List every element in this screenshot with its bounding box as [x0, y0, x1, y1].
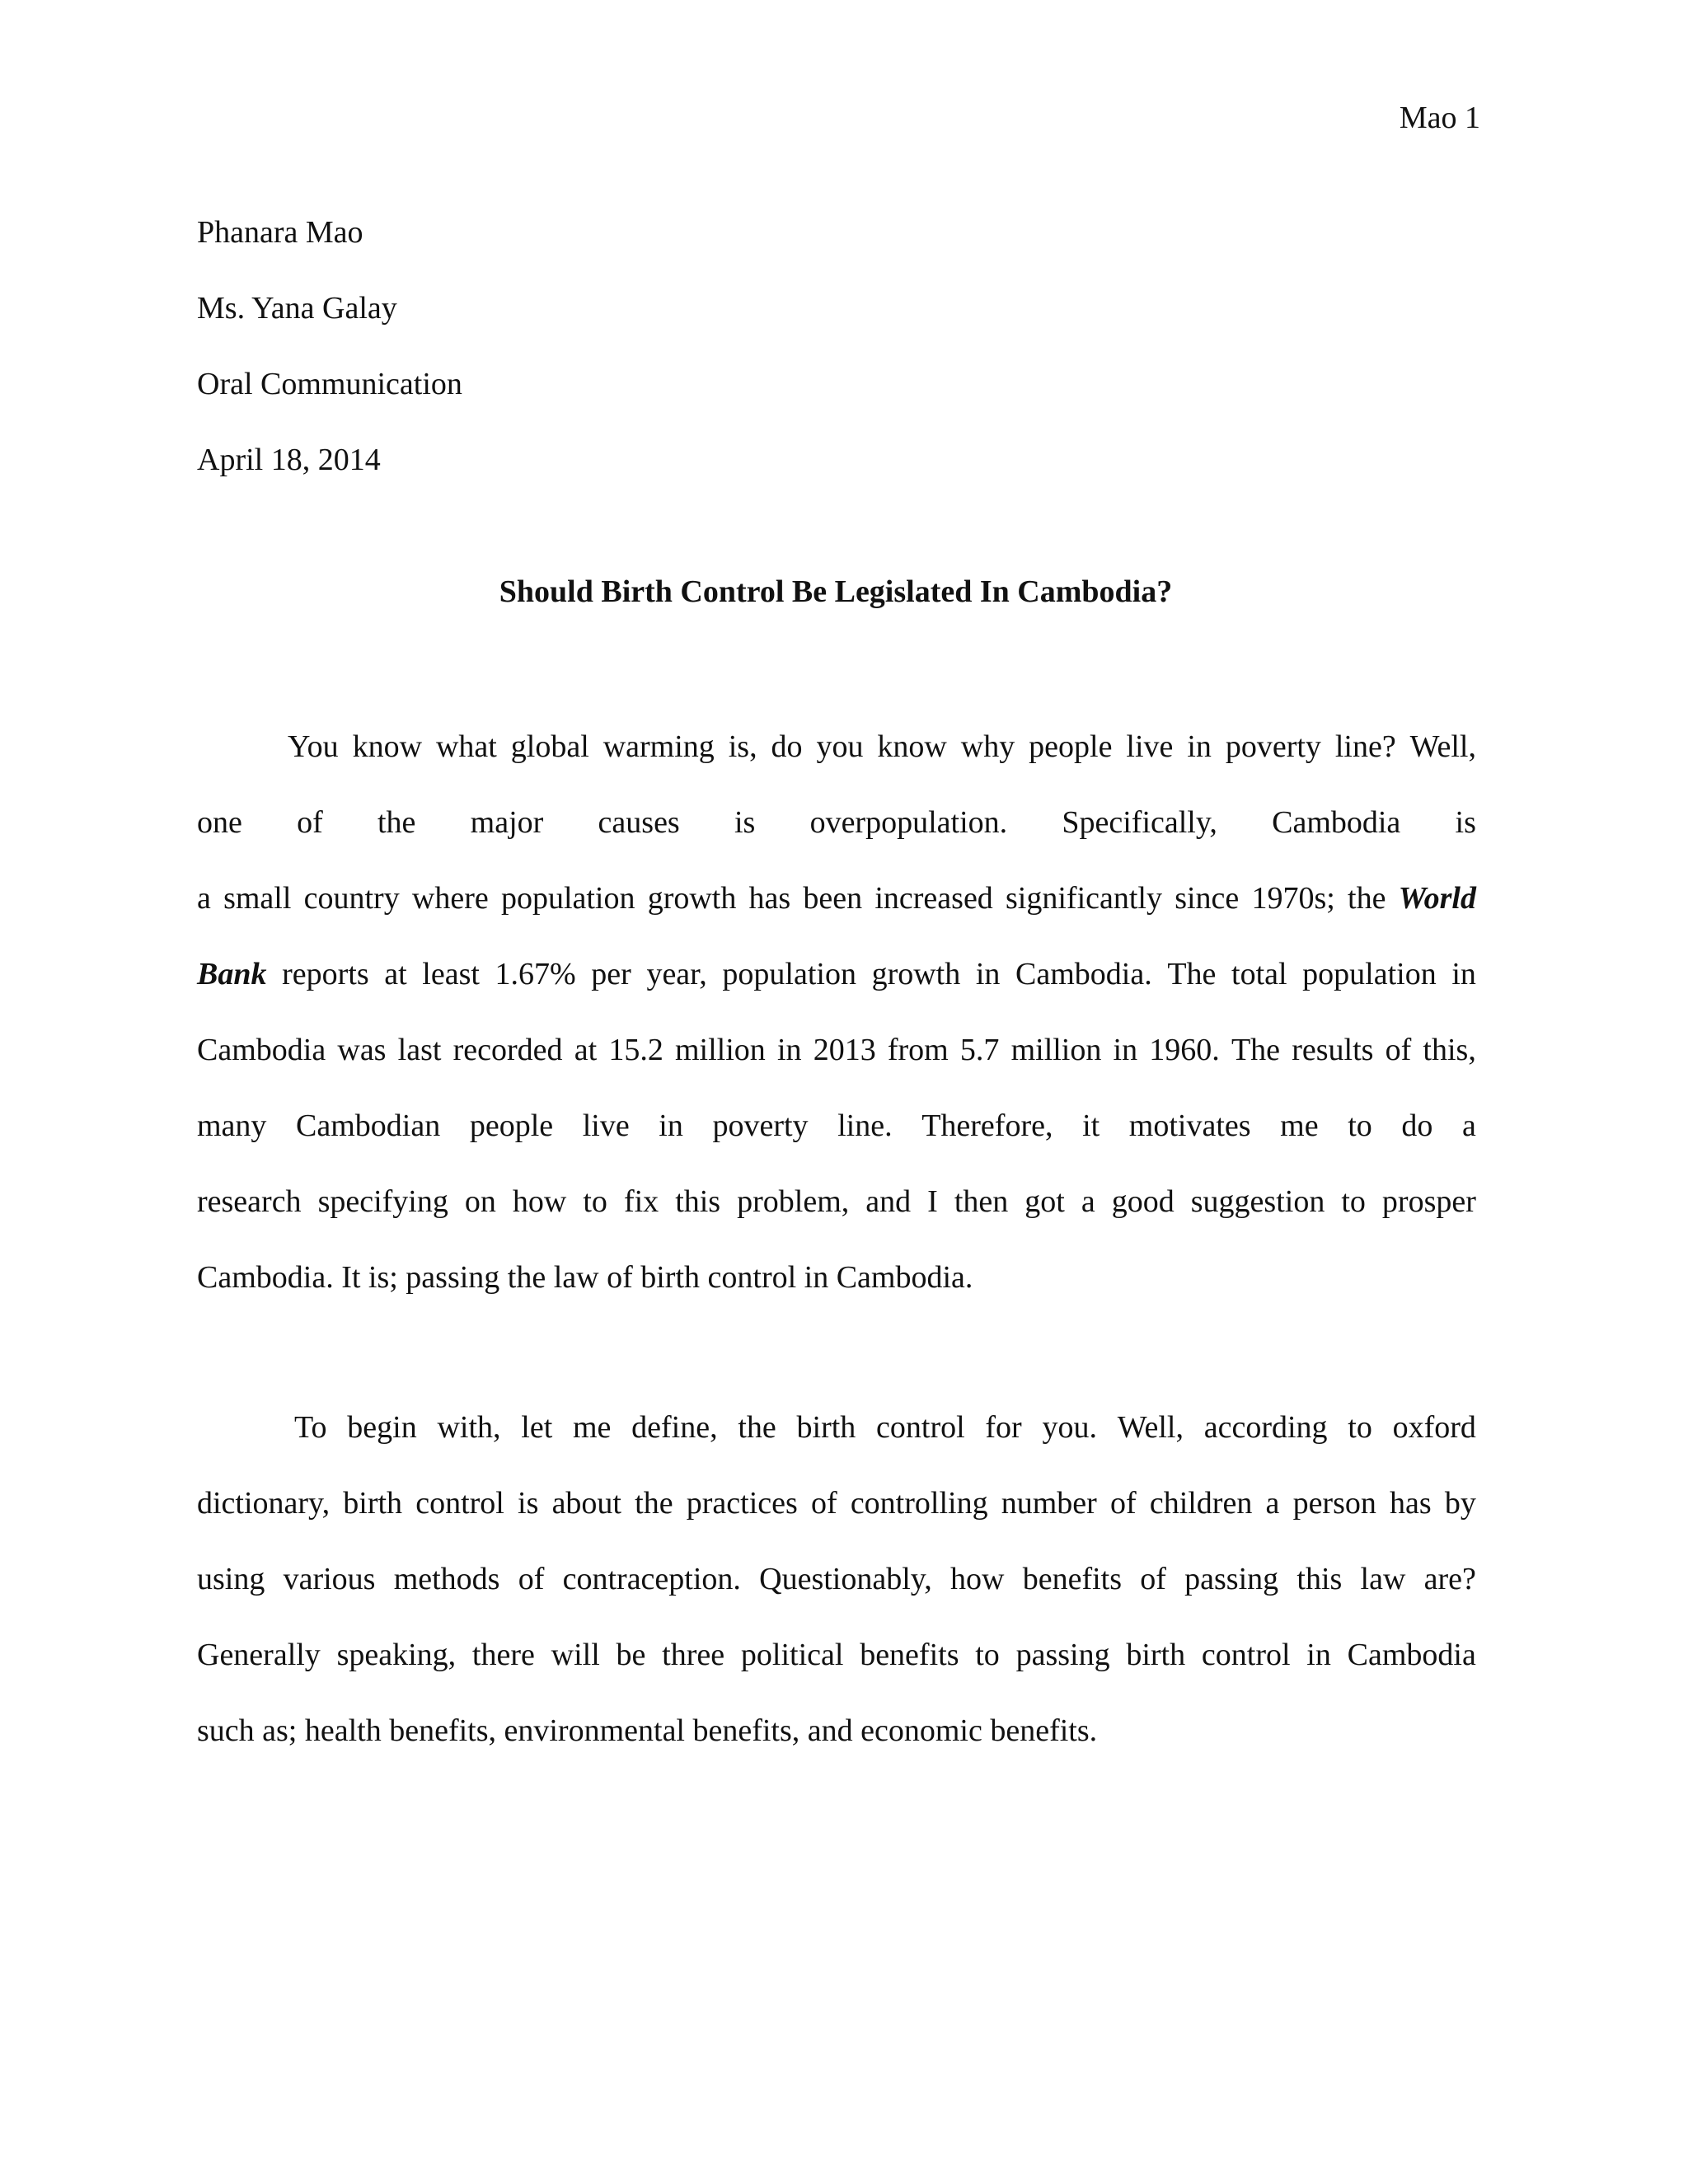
justified-word: how [512, 1184, 567, 1219]
justified-word: in [1113, 1033, 1138, 1067]
justified-word: global [510, 729, 589, 764]
justified-word: the [1348, 881, 1386, 916]
justified-word: how [950, 1562, 1005, 1596]
justified-word: causes [598, 805, 680, 840]
justified-word: Well, [1117, 1410, 1184, 1445]
justified-word: me [1280, 1108, 1319, 1143]
text-line [197, 936, 1476, 1012]
justified-word: been [803, 881, 863, 916]
justified-word: practices [686, 1486, 798, 1521]
justified-word: of [1110, 1486, 1137, 1521]
justified-word: person [1292, 1486, 1376, 1521]
justified-word: Therefore, [921, 1108, 1053, 1143]
justified-word: is [1455, 805, 1476, 840]
justified-word: methods [393, 1562, 500, 1596]
justified-word: birth [1126, 1638, 1186, 1672]
justified-word: controlling [850, 1486, 988, 1521]
justified-word: growth [647, 881, 737, 916]
text-line [197, 1465, 1476, 1541]
justified-word: line? [1334, 729, 1396, 764]
justified-word: of [518, 1562, 545, 1596]
justified-word: To [294, 1410, 327, 1445]
justified-word: of [297, 805, 323, 840]
justified-word: one [197, 805, 242, 840]
text-line [197, 1390, 1476, 1465]
justified-word: Questionably, [759, 1562, 932, 1596]
justified-word: people [469, 1108, 554, 1143]
justified-word: you [816, 729, 864, 764]
justified-word: the [377, 805, 416, 840]
emphasis-world: World [1398, 881, 1476, 916]
justified-word: live [582, 1108, 630, 1143]
justified-word: define, [631, 1410, 718, 1445]
justified-word: do [1401, 1108, 1433, 1143]
justified-word: according [1203, 1410, 1328, 1445]
text-line [197, 1541, 1476, 1617]
justified-word: Specifically, [1062, 805, 1217, 840]
justified-word: line. [837, 1108, 893, 1143]
course-name: Oral Communication [197, 367, 462, 401]
justified-word: contraception. [562, 1562, 741, 1596]
justified-word: increased [874, 881, 993, 916]
justified-word: political [740, 1638, 844, 1672]
document-date: April 18, 2014 [197, 443, 381, 477]
text-line [197, 785, 1476, 860]
justified-word: 1960. [1149, 1033, 1220, 1067]
justified-word: in [1187, 729, 1212, 764]
justified-word: let [521, 1410, 553, 1445]
paragraph-definition [197, 1390, 1476, 1769]
page-header: Mao 1 [1399, 101, 1480, 135]
justified-word: year, [646, 957, 707, 991]
justified-word: number [1001, 1486, 1097, 1521]
justified-word: a [197, 881, 211, 916]
justified-word: at [574, 1033, 598, 1067]
justified-word: to [1341, 1184, 1366, 1219]
justified-word: at [384, 957, 407, 991]
justified-word: research [197, 1184, 302, 1219]
justified-word: problem, [737, 1184, 850, 1219]
justified-word: 2013 [813, 1033, 876, 1067]
justified-word: control [1201, 1638, 1291, 1672]
justified-word: is [518, 1486, 539, 1521]
justified-word: benefits [860, 1638, 959, 1672]
justified-word: in [975, 957, 1001, 991]
justified-word: suggestion [1190, 1184, 1325, 1219]
text-line-last: Cambodia. It is; passing the law of birth control in Cambodia. [197, 1260, 973, 1295]
paragraph-introduction [197, 709, 1476, 1315]
justified-word: speaking, [336, 1638, 457, 1672]
justified-word: small [223, 881, 292, 916]
justified-word: 1970s; [1251, 881, 1335, 916]
justified-word: specifying [317, 1184, 448, 1219]
justified-word: in [1451, 957, 1476, 991]
justified-word: population [722, 957, 856, 991]
justified-word: recorded [452, 1033, 563, 1067]
justified-word: 5.7 [959, 1033, 1000, 1067]
justified-word: got [1025, 1184, 1065, 1219]
justified-word: last [397, 1033, 442, 1067]
justified-word: in [1306, 1638, 1331, 1672]
justified-word: growth [871, 957, 961, 991]
justified-word: good [1111, 1184, 1175, 1219]
justified-word: million [1010, 1033, 1102, 1067]
justified-word: million [674, 1033, 766, 1067]
mla-heading-block [197, 194, 1475, 498]
justified-word: control [876, 1410, 965, 1445]
justified-word: Cambodia [1347, 1638, 1476, 1672]
text-line [197, 860, 1476, 936]
justified-word: population [1302, 957, 1437, 991]
text-line [197, 709, 1476, 785]
justified-word: for [985, 1410, 1022, 1445]
justified-word: to [1348, 1410, 1372, 1445]
justified-word: it [1082, 1108, 1100, 1143]
justified-word: results [1292, 1033, 1374, 1067]
justified-word: this [675, 1184, 721, 1219]
justified-word: be [616, 1638, 646, 1672]
justified-word: about [551, 1486, 621, 1521]
justified-word: benefits [1022, 1562, 1123, 1596]
instructor-name: Ms. Yana Galay [197, 291, 397, 326]
justified-word: a [1265, 1486, 1280, 1521]
justified-word: me [572, 1410, 612, 1445]
justified-word: why [960, 729, 1015, 764]
justified-word: country [303, 881, 400, 916]
justified-word: law [1360, 1562, 1406, 1596]
justified-word: is [734, 805, 756, 840]
justified-word: and [865, 1184, 912, 1219]
justified-word: this, [1423, 1033, 1476, 1067]
justified-word: the [635, 1486, 673, 1521]
justified-word: what [435, 729, 497, 764]
justified-word: of [1385, 1033, 1412, 1067]
justified-word: begin [347, 1410, 417, 1445]
justified-word: with, [437, 1410, 501, 1445]
justified-word: population [500, 881, 635, 916]
justified-word: reports [282, 957, 369, 991]
justified-word: overpopulation. [809, 805, 1008, 840]
justified-word: Well, [1409, 729, 1476, 764]
justified-word: from [887, 1033, 949, 1067]
justified-word: three [662, 1638, 725, 1672]
justified-word: are? [1423, 1562, 1476, 1596]
justified-word: The [1231, 1033, 1281, 1067]
author-name: Phanara Mao [197, 215, 363, 250]
justified-word: using [197, 1562, 265, 1596]
justified-word: oxford [1392, 1410, 1476, 1445]
justified-word: has [748, 881, 791, 916]
justified-word: birth [796, 1410, 856, 1445]
justified-word: do [771, 729, 803, 764]
justified-word: per [591, 957, 631, 991]
justified-word: Cambodia [1272, 805, 1401, 840]
text-line [197, 1088, 1476, 1164]
justified-word: many [197, 1108, 267, 1143]
justified-word: on [464, 1184, 496, 1219]
justified-word: people [1029, 729, 1113, 764]
justified-word: then [954, 1184, 1009, 1219]
justified-word: You [288, 729, 339, 764]
justified-word: of [810, 1486, 837, 1521]
justified-word: children [1149, 1486, 1253, 1521]
justified-word: 1.67% [495, 957, 576, 991]
justified-word: live [1126, 729, 1174, 764]
justified-word: of [1140, 1562, 1166, 1596]
justified-word: various [283, 1562, 376, 1596]
justified-word: prosper [1381, 1184, 1476, 1219]
document-title: Should Birth Control Be Legislated In Cambodia? [499, 574, 1173, 609]
justified-word: least [422, 957, 480, 991]
justified-word: passing [1015, 1638, 1110, 1672]
justified-word: Cambodia [197, 1033, 326, 1067]
emphasis-bank: Bank [197, 957, 267, 991]
justified-word: control [415, 1486, 504, 1521]
justified-word: where [411, 881, 489, 916]
justified-word: since [1175, 881, 1240, 916]
justified-word: poverty [712, 1108, 809, 1143]
justified-word: warming [603, 729, 715, 764]
justified-word: in [659, 1108, 683, 1143]
justified-word: the [738, 1410, 776, 1445]
justified-word: passing [1184, 1562, 1279, 1596]
justified-word: was [337, 1033, 387, 1067]
justified-word: this [1296, 1562, 1343, 1596]
justified-word: know [877, 729, 947, 764]
justified-word: has [1390, 1486, 1432, 1521]
justified-word: Generally [197, 1638, 321, 1672]
justified-word: major [470, 805, 544, 840]
justified-word: is, [728, 729, 757, 764]
justified-word: you. [1042, 1410, 1097, 1445]
justified-word: a [1461, 1108, 1476, 1143]
justified-word: to [1348, 1108, 1372, 1143]
justified-word: to [975, 1638, 1000, 1672]
justified-word: fix [623, 1184, 659, 1219]
text-line-last: such as; health benefits, environmental benefits, and economic benefits. [197, 1713, 1098, 1748]
justified-word: poverty [1225, 729, 1321, 764]
justified-word: by [1444, 1486, 1476, 1521]
justified-word: in [776, 1033, 802, 1067]
justified-word: know [352, 729, 423, 764]
justified-word: Cambodia. [1015, 957, 1152, 991]
text-line [197, 1164, 1476, 1240]
text-line [197, 1617, 1476, 1693]
justified-word: birth [343, 1486, 403, 1521]
justified-word: motivates [1128, 1108, 1251, 1143]
justified-word: total [1231, 957, 1287, 991]
justified-word: 15.2 [608, 1033, 663, 1067]
justified-word: to [583, 1184, 607, 1219]
justified-word: significantly [1006, 881, 1162, 916]
text-line [197, 1012, 1476, 1088]
justified-word: Cambodian [296, 1108, 441, 1143]
justified-word: a [1081, 1184, 1095, 1219]
justified-word: will [551, 1638, 600, 1672]
justified-word: dictionary, [197, 1486, 331, 1521]
justified-word: there [471, 1638, 535, 1672]
justified-word: The [1167, 957, 1217, 991]
justified-word: I [927, 1184, 938, 1219]
